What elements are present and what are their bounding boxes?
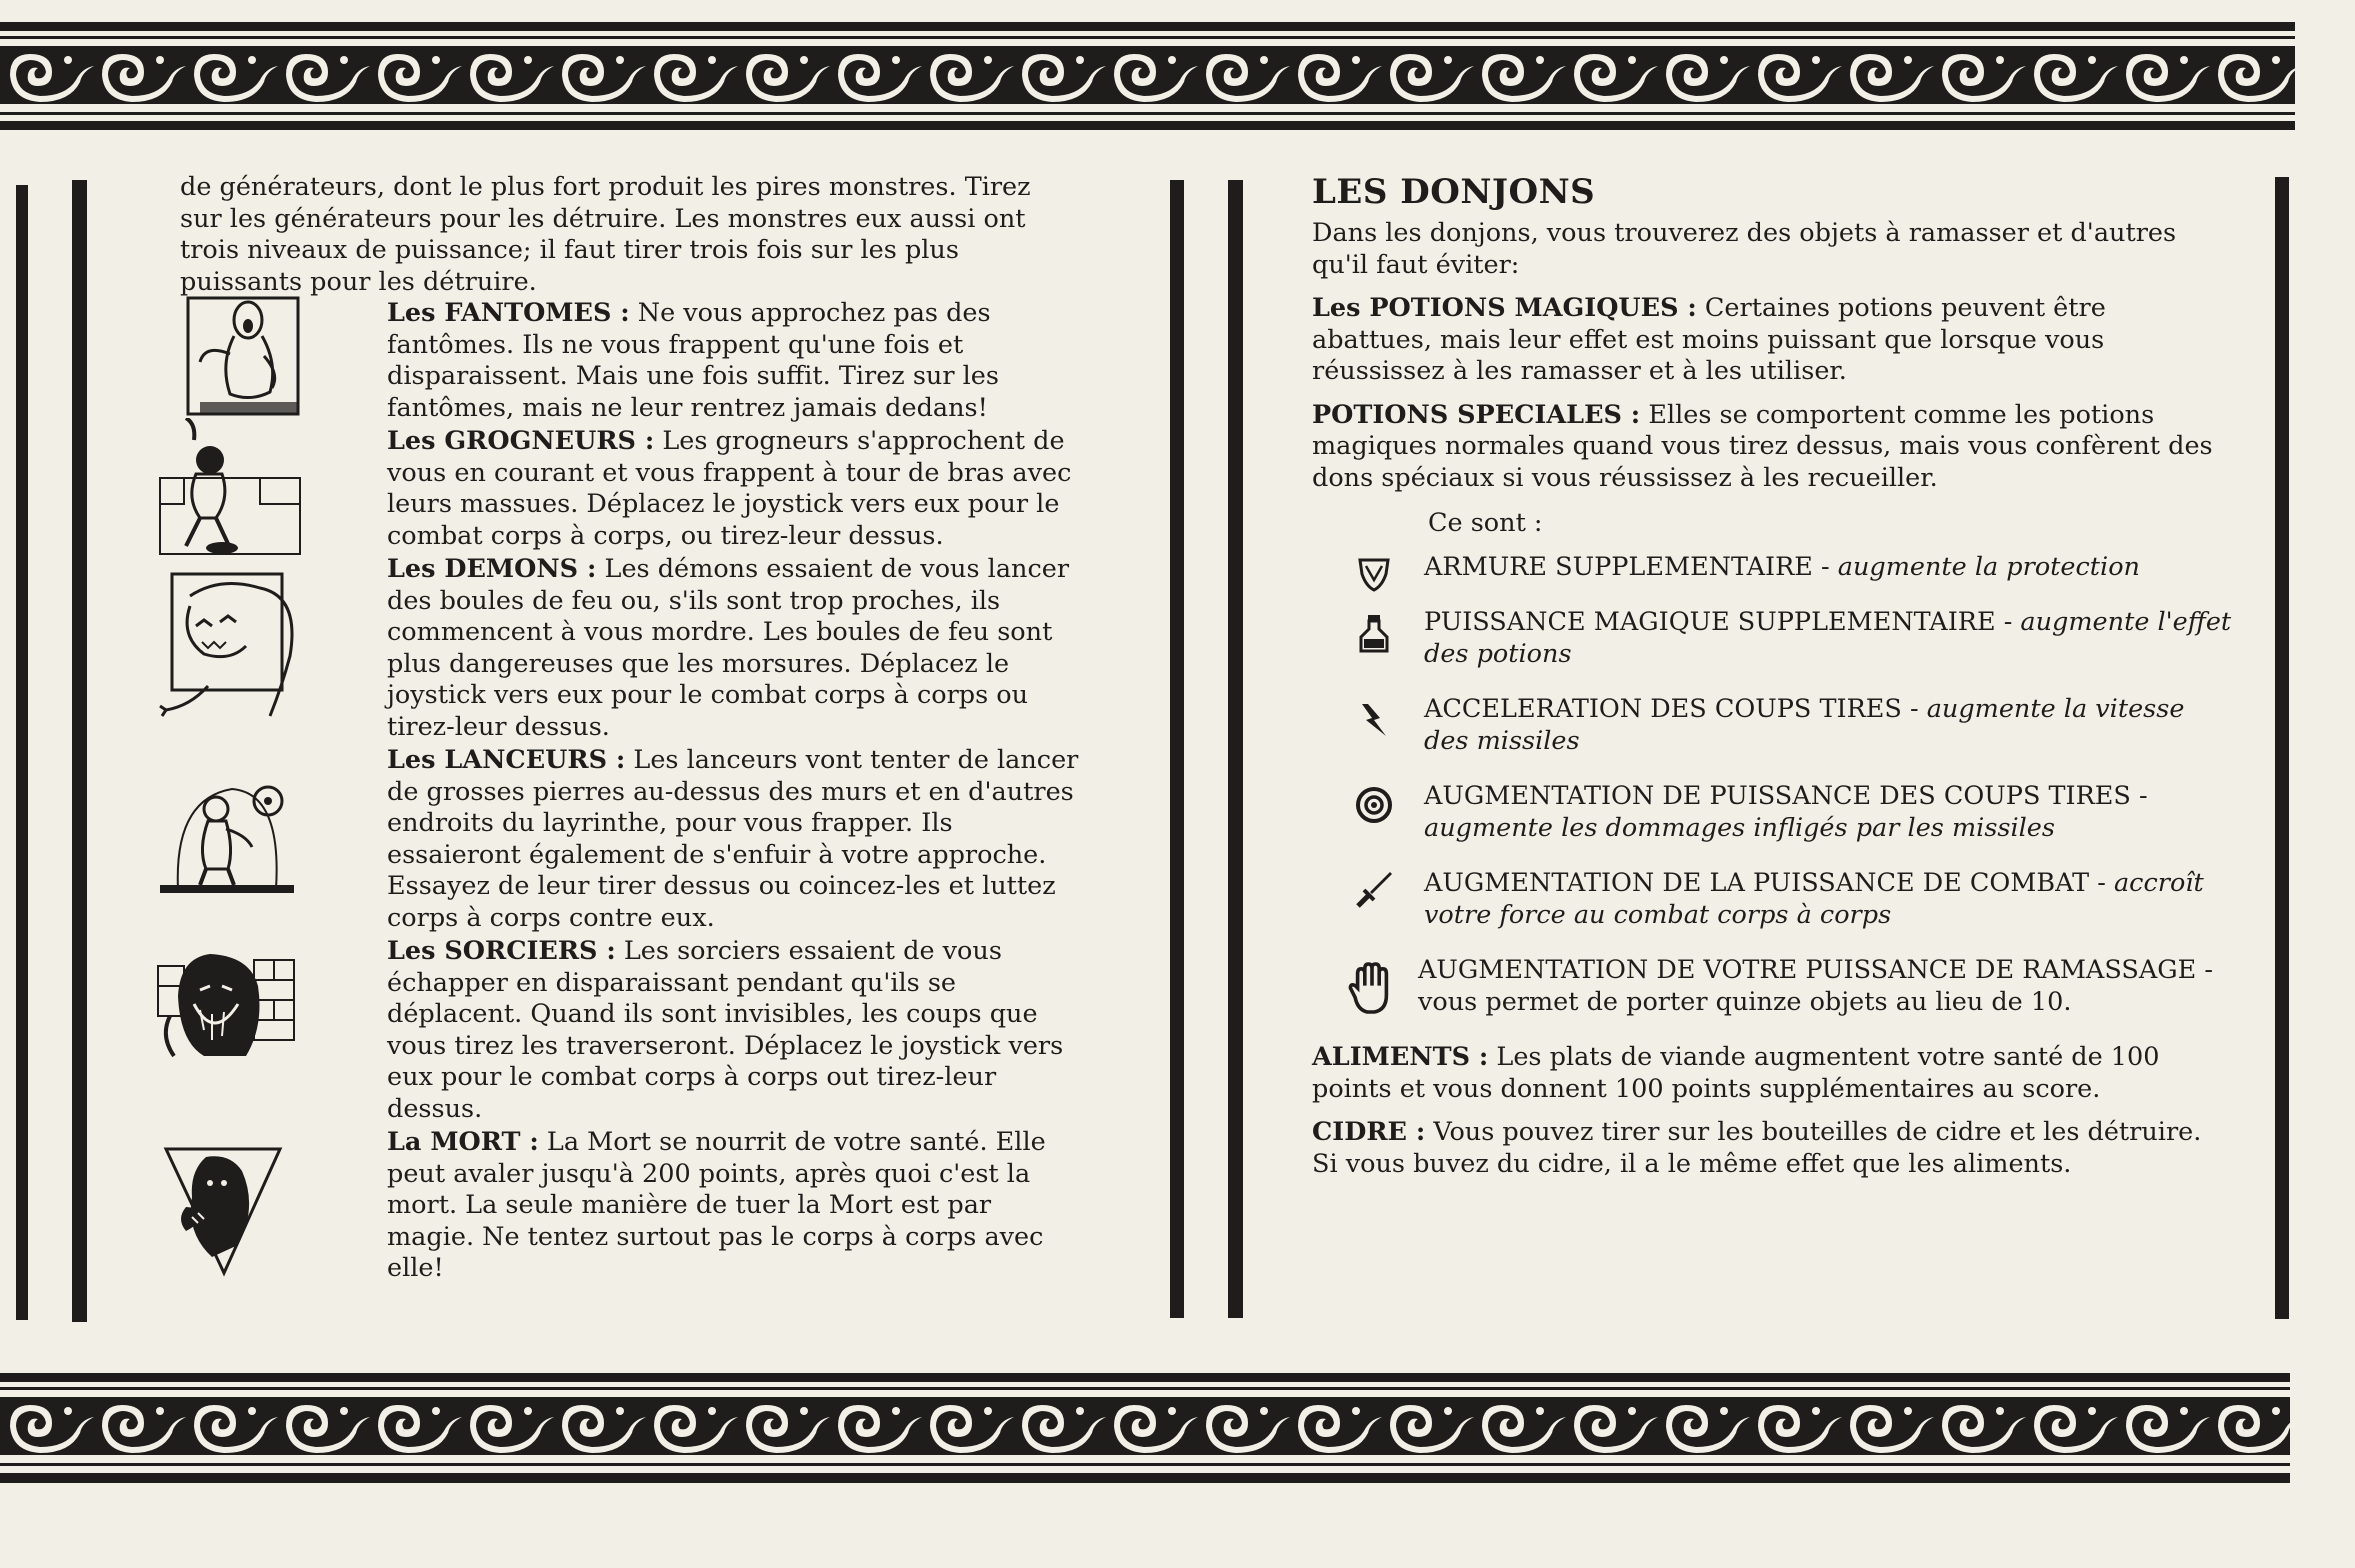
- ornament-dot: [1720, 56, 1728, 64]
- left-inner-bar: [72, 180, 87, 1322]
- ce-sont-label: Ce sont :: [1428, 508, 1543, 538]
- ornament-dot: [800, 56, 808, 64]
- center-left-bar: [1170, 180, 1184, 1318]
- item-name: ARMURE SUPPLEMENTAIRE: [1424, 551, 1813, 582]
- ornament-dot: [984, 1407, 992, 1415]
- monster-text: Les grogneurs s'approchent de vous en courant et vous frappent à tour de bras avec leurs massues. Déplacez le joystick vers eux pour le combat corps à corps, ou tirez-leur dessus.: [387, 426, 1072, 551]
- monster-grunts: [180, 426, 1080, 552]
- monster-demons: [180, 554, 1080, 743]
- item-description: augmente la protection: [1837, 551, 2140, 582]
- item-separator: -: [2130, 781, 2148, 811]
- ornament-dot: [892, 56, 900, 64]
- sword-icon: [1354, 870, 1394, 910]
- ornament-dot: [1260, 1407, 1268, 1415]
- ornament-dot: [1444, 56, 1452, 64]
- item-name: AUGMENTATION DE LA PUISSANCE DE COMBAT: [1424, 868, 2090, 898]
- item-separator: -: [2196, 955, 2213, 985]
- cider-title: CIDRE :: [1312, 1117, 1426, 1147]
- center-right-bar: [1228, 180, 1243, 1318]
- monster-title: Les FANTOMES :: [387, 298, 630, 328]
- ornament-dot: [1168, 56, 1176, 64]
- ornament-dot: [708, 56, 716, 64]
- dungeons-intro: Dans les donjons, vous trouverez des objets à ramasser et d'autres qu'il faut éviter:: [1312, 218, 2177, 280]
- ornament-dot: [1444, 1407, 1452, 1415]
- cider-paragraph: [1312, 1117, 2232, 1180]
- food-title: ALIMENTS :: [1312, 1042, 1489, 1072]
- monster-text: Les sorciers essaient de vous échapper en disparaissant pendant qu'ils se déplacent. Quand ils sont invisibles, les coups que vous tirez les traverseront. Déplacez le joystick vers eux pour le combat corps à corps out tirez-leur dessus.: [387, 936, 1064, 1124]
- item-extra-armor: [1312, 552, 2232, 584]
- ornament-dot: [892, 1407, 900, 1415]
- ornament-dot: [708, 1407, 716, 1415]
- ornament-dot: [1352, 56, 1360, 64]
- food-text: Les plats de viande augmentent votre santé de 100 points et vous donnent 100 points supplémentaires au score.: [1312, 1042, 2160, 1104]
- ornament-dot: [1076, 56, 1084, 64]
- ornament-dot: [2180, 1407, 2188, 1415]
- ornament-dot: [616, 56, 624, 64]
- lobber-icon: [152, 769, 302, 899]
- death-icon: [146, 1137, 296, 1277]
- special-items-list: [1312, 508, 2232, 1018]
- item-description: augmente la vitesse des missiles: [1424, 694, 2185, 756]
- item-description: augmente l'effet des potions: [1424, 607, 2232, 669]
- monster-text: Ne vous approchez pas des fantômes. Ils ne vous frappent qu'une fois et disparaissent. Mais une fois suffit. Tirez sur les fantômes, mais ne leur rentrez jamais dedans!: [387, 298, 999, 423]
- item-combat-power: [1312, 868, 2232, 931]
- item-extra-magic: [1312, 607, 2232, 670]
- special-potions-title: POTIONS SPECIALES :: [1312, 399, 1641, 430]
- item-name: AUGMENTATION DE VOTRE PUISSANCE DE RAMASSAGE: [1418, 955, 2197, 985]
- left-outer-bar: [16, 185, 28, 1320]
- monster-ghosts: [180, 298, 1080, 424]
- monster-sorcerers: [180, 936, 1080, 1125]
- ornament-dot: [524, 56, 532, 64]
- ornament-dot: [1812, 1407, 1820, 1415]
- item-separator: -: [2089, 868, 2114, 898]
- lightning-icon: [1354, 700, 1394, 740]
- food-paragraph: [1312, 1042, 2232, 1105]
- magic-potions-paragraph: [1312, 293, 2232, 388]
- hand-icon: [1348, 961, 1396, 1015]
- ornament-dot: [248, 56, 256, 64]
- monster-text: La Mort se nourrit de votre santé. Elle peut avaler jusqu'à 200 points, après quoi c'est la mort. La seule manière de tuer la Mort est par magie. Ne tentez surtout pas le corps à corps avec elle!: [387, 1127, 1046, 1283]
- generators-intro: de générateurs, dont le plus fort produit les pires monstres. Tirez sur les générateurs pour les détruire. Les monstres eux aussi ont trois niveaux de puissance; il faut tirer trois fois sur les plus puissants pour les détruire.: [180, 172, 1031, 297]
- monster-lobbers: [180, 745, 1080, 934]
- ornament-dot: [1536, 1407, 1544, 1415]
- monsters-column: [180, 172, 1080, 1287]
- demon-icon: [150, 566, 310, 726]
- ornament-dot: [1904, 56, 1912, 64]
- item-shot-power: [1312, 781, 2232, 844]
- monster-text: Les lanceurs vont tenter de lancer de grosses pierres au-dessus des murs et en d'autres endroits du layrinthe, pour vous frapper. Ils essaieront également de s'enfuir à votre approche. Essayez de leur tirer dessus ou coincez-les et luttez corps à corps contre eux.: [387, 745, 1079, 933]
- item-name: AUGMENTATION DE PUISSANCE DES COUPS TIRES: [1424, 781, 2131, 811]
- cider-text: Vous pouvez tirer sur les bouteilles de cidre et les détruire. Si vous buvez du cidre, il a le même effet que les aliments.: [1312, 1117, 2202, 1179]
- ornament-dot: [64, 1407, 72, 1415]
- sorcerer-icon: [150, 946, 300, 1066]
- item-separator: -: [1812, 551, 1838, 582]
- ornament-dot: [340, 1407, 348, 1415]
- ornament-dot: [2088, 56, 2096, 64]
- special-potions-text: Elles se comportent comme les potions magiques normales quand vous tirez dessus, mais vous confèrent des dons spéciaux si vous réussissez à les recueiller.: [1312, 399, 2213, 493]
- grunt-icon: [156, 418, 306, 568]
- ornament-dot: [524, 1407, 532, 1415]
- item-name: PUISSANCE MAGIQUE SUPPLEMENTAIRE: [1424, 607, 1996, 637]
- ornament-dot: [1260, 56, 1268, 64]
- special-potions-paragraph: [1312, 400, 2232, 495]
- item-pickup-power: [1312, 955, 2232, 1018]
- item-name: ACCELERATION DES COUPS TIRES: [1424, 694, 1902, 724]
- item-shot-speed: [1312, 694, 2232, 757]
- item-description: accroît votre force au combat corps à corps: [1424, 868, 2204, 930]
- bottom-ornamental-border: [0, 1373, 2290, 1483]
- ornament-dot: [616, 1407, 624, 1415]
- ornament-dot: [2180, 56, 2188, 64]
- section-title: LES DONJONS: [1312, 172, 1596, 212]
- monster-death: [180, 1127, 1080, 1285]
- ornament-dot: [1076, 1407, 1084, 1415]
- top-ornamental-border: [0, 22, 2295, 130]
- monster-title: Les DEMONS :: [387, 554, 597, 584]
- magic-potions-text: Certaines potions peuvent être abattues, mais leur effet est moins puissant que lorsque vous réussissez à les ramasser et à les utiliser.: [1312, 293, 2106, 386]
- item-description: augmente les dommages infligés par les missiles: [1424, 812, 2055, 843]
- ornament-dot: [1812, 56, 1820, 64]
- monster-text: Les démons essaient de vous lancer des boules de feu ou, s'ils sont trop proches, ils commencent à vous mordre. Les boules de feu sont plus dangereuses que les morsures. Déplacez le joystick vers eux pour le combat corps à corps ou tirez-leur dessus.: [387, 554, 1070, 742]
- ornament-dot: [64, 56, 72, 64]
- ornament-dot: [432, 56, 440, 64]
- item-separator: -: [1901, 694, 1927, 724]
- right-bar: [2275, 177, 2289, 1319]
- ornament-dot: [1996, 1407, 2004, 1415]
- monster-title: La MORT :: [387, 1127, 539, 1157]
- ornament-dot: [1352, 1407, 1360, 1415]
- ornament-dot: [2272, 1407, 2280, 1415]
- ornament-dot: [432, 1407, 440, 1415]
- dungeons-column: [1312, 170, 2232, 1192]
- target-icon: [1354, 785, 1394, 825]
- ornament-dot: [1996, 56, 2004, 64]
- ornament-dot: [2088, 1407, 2096, 1415]
- ornament-dot: [1720, 1407, 1728, 1415]
- monster-title: Les SORCIERS :: [387, 936, 616, 966]
- ornament-dot: [984, 56, 992, 64]
- item-separator: -: [1995, 607, 2021, 637]
- monster-title: Les GROGNEURS :: [387, 426, 655, 456]
- magic-potions-title: Les POTIONS MAGIQUES :: [1312, 293, 1697, 323]
- ghost-icon: [160, 294, 310, 424]
- ornament-dot: [800, 1407, 808, 1415]
- ornament-dot: [1904, 1407, 1912, 1415]
- ornament-dot: [156, 56, 164, 64]
- ornament-dot: [2272, 56, 2280, 64]
- ornament-dot: [340, 56, 348, 64]
- ornament-dot: [1168, 1407, 1176, 1415]
- ornament-dot: [1628, 1407, 1636, 1415]
- ornament-dot: [248, 1407, 256, 1415]
- potion-icon: [1354, 613, 1394, 653]
- ornament-dot: [1628, 56, 1636, 64]
- ornament-dot: [156, 1407, 164, 1415]
- shield-icon: [1354, 554, 1394, 594]
- monster-title: Les LANCEURS :: [387, 745, 626, 775]
- item-description: vous permet de porter quinze objets au lieu de 10.: [1418, 986, 2072, 1017]
- ornament-dot: [1536, 56, 1544, 64]
